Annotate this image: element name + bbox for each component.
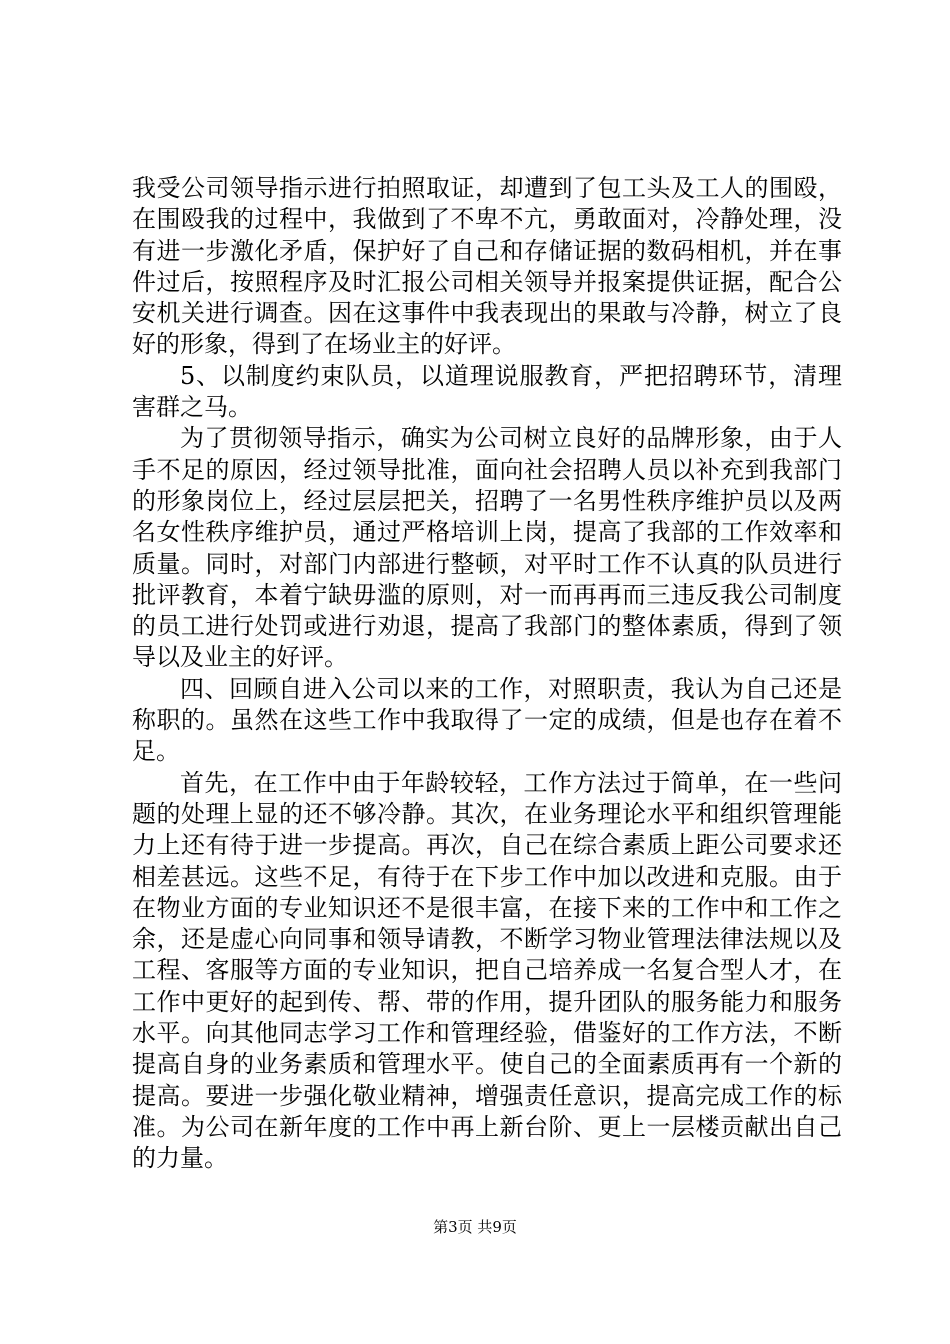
page-number-footer: 第3页 共9页 <box>433 1218 517 1236</box>
paragraph-recruitment: 为了贯彻领导指示，确实为公司树立良好的品牌形象，由于人手不足的原因，经过领导批准，面向社会招聘人员以补充到我部门的形象岗位上，经过层层把关，招聘了一名男性秩序维护员以及两名女性秩序维护员，通过严格培训上岗，提高了我部的工作效率和质量。同时，对部门内部进行整顿，对平时工作不认真的队员进行批评教育，本着宁缺毋滥的原则，对一而再再而三违反我公司制度的员工进行处罚或进行劝退，提高了我部门的整体素质，得到了领导以及业主的好评。 <box>132 424 842 672</box>
paragraph-section-four: 四、回顾自进入公司以来的工作，对照职责，我认为自己还是称职的。虽然在这些工作中我取得了一定的成绩，但是也存在着不足。 <box>132 674 842 766</box>
paragraph-continuation: 我受公司领导指示进行拍照取证，却遭到了包工头及工人的围殴，在围殴我的过程中，我做到了不卑不亢，勇敢面对，冷静处理，没有进一步激化矛盾，保护好了自己和存储证据的数码相机，并在事件过后，按照程序及时汇报公司相关领导并报案提供证据，配合公安机关进行调查。因在这事件中我表现出的果敢与冷静，树立了良好的形象，得到了在场业主的好评。 <box>132 174 842 359</box>
paragraph-shortcomings: 首先，在工作中由于年龄较轻，工作方法过于简单，在一些问题的处理上显的还不够冷静。其次，在业务理论水平和组织管理能力上还有待于进一步提高。再次，自己在综合素质上距公司要求还相差甚远。这些不足，有待于在下步工作中加以改进和克服。由于在物业方面的专业知识还不是很丰富，在接下来的工作中和工作之余，还是虚心向同事和领导请教，不断学习物业管理法律法规以及工程、客服等方面的专业知识，把自己培养成一名复合型人才，在工作中更好的起到传、帮、带的作用，提升团队的服务能力和服务水平。向其他同志学习工作和管理经验，借鉴好的工作方法，不断提高自身的业务素质和管理水平。使自己的全面素质再有一个新的提高。要进一步强化敬业精神，增强责任意识，提高完成工作的标准。为公司在新年度的工作中再上新台阶、更上一层楼贡献出自己的力量。 <box>132 768 842 1173</box>
document-body <box>132 173 842 1175</box>
paragraph-item-5: 5、以制度约束队员，以道理说服教育，严把招聘环节，清理害群之马。 <box>132 361 842 422</box>
